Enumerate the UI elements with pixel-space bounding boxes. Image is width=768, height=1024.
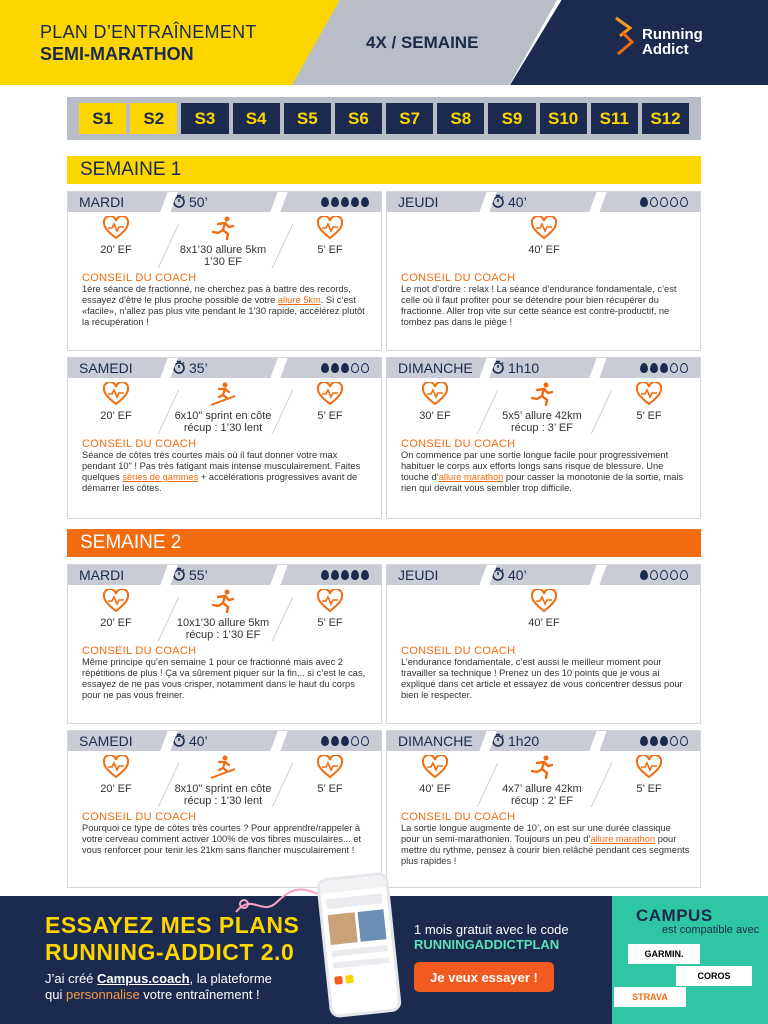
intensity-drop-icon xyxy=(660,363,668,373)
session-step: 40’ EF xyxy=(474,216,614,256)
brand-name: Running Addict xyxy=(642,26,703,58)
session-header xyxy=(68,731,381,751)
plan-title: PLAN D’ENTRAÎNEMENT xyxy=(40,22,257,42)
session-step: 5’ EF xyxy=(260,755,400,795)
session-step: 5x5’ allure 42km récup : 3’ EF xyxy=(472,382,612,434)
intensity-drop-icon xyxy=(660,570,668,580)
coach-advice: Pourquoi ce type de côtes très courtes ? Pour apprendre/rappeler à votre cerveau comment activer 100% de vos fibres musculaires... et vous renforcer pour tenir les 21km sans flancher musculairement ! xyxy=(82,823,362,855)
intensity-drop-icon xyxy=(670,363,678,373)
session-header xyxy=(387,731,700,751)
week-tab-s5[interactable]: S5 xyxy=(284,103,331,134)
session-header xyxy=(387,192,700,212)
intensity-drop-icon xyxy=(331,570,339,580)
intensity-rating xyxy=(321,363,381,373)
session-duration: 40’ xyxy=(487,194,597,211)
session-header xyxy=(68,565,381,585)
intensity-drop-icon xyxy=(670,197,678,207)
intensity-drop-icon xyxy=(351,570,359,580)
intensity-drop-icon xyxy=(640,197,648,207)
intensity-drop-icon xyxy=(670,570,678,580)
week-tab-s2[interactable]: S2 xyxy=(130,103,177,134)
intensity-drop-icon xyxy=(351,736,359,746)
session-duration: 55’ xyxy=(168,567,278,584)
intensity-rating xyxy=(321,736,381,746)
intensity-drop-icon xyxy=(650,570,658,580)
session-step: 8x10" sprint en côte récup : 1’30 lent xyxy=(153,755,293,807)
intensity-rating xyxy=(321,197,381,207)
session-step: 5’ EF xyxy=(260,382,400,422)
session-day: MARDI xyxy=(79,194,125,210)
session-day: SAMEDI xyxy=(79,733,133,749)
strava-badge: STRAVA xyxy=(614,987,686,1007)
runner-icon xyxy=(529,382,555,406)
intensity-drop-icon xyxy=(670,736,678,746)
intensity-drop-icon xyxy=(341,363,349,373)
intensity-drop-icon xyxy=(640,570,648,580)
campus-logo: CAMPUS xyxy=(636,906,713,925)
week-tab-s6[interactable]: S6 xyxy=(335,103,382,134)
session-day: DIMANCHE xyxy=(398,733,473,749)
coach-title: CONSEIL DU COACH xyxy=(401,811,516,823)
session-step: 4x7’ allure 42km récup : 2’ EF xyxy=(472,755,612,807)
intensity-rating xyxy=(640,363,700,373)
intensity-drop-icon xyxy=(680,363,688,373)
intensity-drop-icon xyxy=(640,363,648,373)
intensity-drop-icon xyxy=(321,197,329,207)
session-header xyxy=(68,192,381,212)
intensity-drop-icon xyxy=(680,197,688,207)
intensity-drop-icon xyxy=(640,736,648,746)
runner-icon xyxy=(210,382,236,406)
coach-title: CONSEIL DU COACH xyxy=(82,272,197,284)
session-step: 5’ EF xyxy=(260,589,400,629)
session-duration: 40’ xyxy=(168,733,278,750)
session-day: JEUDI xyxy=(398,567,439,583)
session-day: SAMEDI xyxy=(79,360,133,376)
week-tab-s11[interactable]: S11 xyxy=(591,103,638,134)
campus-compatible-text: est compatible avec xyxy=(662,924,760,936)
week-1-heading: SEMAINE 1 xyxy=(67,156,701,184)
session-card-samedi-w2 xyxy=(67,730,382,888)
session-step: 20’ EF xyxy=(46,382,186,422)
heart-rate-icon xyxy=(317,216,343,240)
intensity-drop-icon xyxy=(361,570,369,580)
intensity-drop-icon xyxy=(361,363,369,373)
session-steps xyxy=(68,585,381,645)
session-step: 40’ EF xyxy=(474,589,614,629)
heart-rate-icon xyxy=(317,755,343,779)
heart-rate-icon xyxy=(636,382,662,406)
session-card-dimanche-w1 xyxy=(386,357,701,519)
session-day: DIMANCHE xyxy=(398,360,473,376)
intensity-drop-icon xyxy=(361,197,369,207)
intensity-drop-icon xyxy=(321,570,329,580)
runner-icon xyxy=(210,216,236,240)
coach-advice: On commence par une sortie longue facile pour progressivement habituer le corps aux efforts longs sans risque de blessure. Une touche d’allure marathon pour casser la monotonie de la sortie, mais rien qui devrait vous sembler trop difficile. xyxy=(401,450,684,493)
session-card-samedi-w1 xyxy=(67,357,382,519)
session-step: 5’ EF xyxy=(579,755,719,795)
heart-rate-icon xyxy=(317,589,343,613)
decorative-ribbon-icon xyxy=(232,882,322,922)
session-step: 20’ EF xyxy=(46,755,186,795)
coach-advice: La sortie longue augmente de 10’, on est sur une durée classique pour un semi-marathonien. Toujours un peu d’allure marathon pour mettre du rythme, pensez à courir bien relâché pendant ces segments plus rapides ! xyxy=(401,823,690,866)
coach-title: CONSEIL DU COACH xyxy=(401,438,516,450)
intensity-drop-icon xyxy=(660,736,668,746)
intensity-drop-icon xyxy=(650,363,658,373)
promo-code: RUNNINGADDICTPLAN xyxy=(414,937,560,952)
intensity-drop-icon xyxy=(321,363,329,373)
week-tab-s4[interactable]: S4 xyxy=(233,103,280,134)
running-addict-logo-icon xyxy=(612,16,636,58)
session-duration: 50’ xyxy=(168,194,278,211)
session-step: 40’ EF xyxy=(365,755,505,795)
heart-rate-icon xyxy=(531,216,557,240)
week-tab-s8[interactable]: S8 xyxy=(437,103,484,134)
session-steps xyxy=(68,212,381,272)
runner-icon xyxy=(210,755,236,779)
intensity-drop-icon xyxy=(361,736,369,746)
session-day: MARDI xyxy=(79,567,125,583)
heart-rate-icon xyxy=(103,382,129,406)
week-tab-s9[interactable]: S9 xyxy=(488,103,535,134)
campus-link[interactable]: Campus.coach xyxy=(97,971,190,986)
session-step: 5’ EF xyxy=(579,382,719,422)
session-header xyxy=(68,358,381,378)
intensity-drop-icon xyxy=(341,736,349,746)
runner-icon xyxy=(529,755,555,779)
promo-title-2: RUNNING-ADDICT 2.0 xyxy=(45,939,295,965)
session-duration: 1h10 xyxy=(487,360,597,377)
session-steps xyxy=(387,212,700,272)
coach-advice: Séance de côtes très courtes mais où il faut donner votre max pendant 10" ! Pas très fatigant mais intense musculairement. Faites quelques séries de gammes + accélérations progressives avant de démarrer les côtes. xyxy=(82,450,361,493)
session-steps xyxy=(387,585,700,645)
session-header xyxy=(387,358,700,378)
intensity-rating xyxy=(640,197,700,207)
garmin-badge: GARMIN. xyxy=(628,944,700,964)
session-card-jeudi-w1 xyxy=(386,191,701,351)
intensity-rating xyxy=(640,570,700,580)
session-step: 10x1’30 allure 5km récup : 1’30 EF xyxy=(153,589,293,641)
intensity-drop-icon xyxy=(331,363,339,373)
intensity-drop-icon xyxy=(341,197,349,207)
coach-advice: L’endurance fondamentale, c’est aussi le meilleur moment pour travailler sa technique ! Prenez un des 10 points que je vous ai expliqué dans cet article et essayez de vous concentrer dessus pour bien le respecter. xyxy=(401,657,683,700)
plan-frequency: 4X / SEMAINE xyxy=(366,33,479,52)
intensity-rating xyxy=(640,736,700,746)
coach-title: CONSEIL DU COACH xyxy=(82,438,197,450)
week-tab-s3[interactable]: S3 xyxy=(181,103,228,134)
intensity-rating xyxy=(321,570,381,580)
coach-advice: Le mot d’ordre : relax ! La séance d’endurance fondamentale, c’est celle où il faut profiter pour se détendre pour bien récupérer du fractionné. Aller trop vite sur cette séance est contre-productif, ne tombez pas dans le piège ! xyxy=(401,284,677,327)
plan-subtitle: SEMI-MARATHON xyxy=(40,44,194,64)
session-duration: 35’ xyxy=(168,360,278,377)
coach-title: CONSEIL DU COACH xyxy=(401,272,516,284)
session-step: 6x10" sprint en côte récup : 1’30 lent xyxy=(153,382,293,434)
coach-advice: 1ère séance de fractionné, ne cherchez pas à battre des records, essayez d’être le plus proche possible de votre allure 5km. Si c’est «facile», n’allez pas plus vite pendant le 1’30 rapide, accélérez plutôt la récupération ! xyxy=(82,284,365,327)
coros-badge: COROS xyxy=(676,966,752,986)
intensity-drop-icon xyxy=(351,363,359,373)
promo-title: ESSAYEZ MES PLANS xyxy=(45,912,300,938)
session-card-mardi-w2 xyxy=(67,564,382,724)
coach-title: CONSEIL DU COACH xyxy=(82,811,197,823)
session-step: 20’ EF xyxy=(46,589,186,629)
promo-description-2: qui personnalise votre entraînement ! xyxy=(45,987,260,1002)
runner-icon xyxy=(210,589,236,613)
intensity-drop-icon xyxy=(321,736,329,746)
session-card-jeudi-w2 xyxy=(386,564,701,724)
intensity-drop-icon xyxy=(650,197,658,207)
heart-rate-icon xyxy=(422,755,448,779)
session-steps xyxy=(387,751,700,811)
heart-rate-icon xyxy=(422,382,448,406)
session-day: JEUDI xyxy=(398,194,439,210)
intensity-drop-icon xyxy=(660,197,668,207)
heart-rate-icon xyxy=(103,216,129,240)
session-duration: 1h20 xyxy=(487,733,597,750)
session-duration: 40’ xyxy=(487,567,597,584)
intensity-drop-icon xyxy=(331,736,339,746)
session-card-mardi-w1 xyxy=(67,191,382,351)
heart-rate-icon xyxy=(317,382,343,406)
coach-advice: Même principe qu’en semaine 1 pour ce fractionné mais avec 2 répétitions de plus ! Ça va sûrement piquer sur la fin... si c’est le cas, essayez de ne pas vous crisper, notamment dans le haut du corps pour ne pas vous freiner. xyxy=(82,657,366,700)
coach-title: CONSEIL DU COACH xyxy=(82,645,197,657)
week-tabs xyxy=(67,97,701,140)
session-steps xyxy=(68,751,381,811)
heart-rate-icon xyxy=(636,755,662,779)
try-now-button[interactable]: Je veux essayer ! xyxy=(414,962,554,992)
heart-rate-icon xyxy=(103,755,129,779)
week-2-heading: SEMAINE 2 xyxy=(67,529,701,557)
intensity-drop-icon xyxy=(650,736,658,746)
session-step: 30’ EF xyxy=(365,382,505,422)
promo-offer-text: 1 mois gratuit avec le code xyxy=(414,922,569,937)
intensity-drop-icon xyxy=(680,736,688,746)
session-header xyxy=(387,565,700,585)
week-tab-s12[interactable]: S12 xyxy=(642,103,689,134)
session-card-dimanche-w2 xyxy=(386,730,701,888)
week-tab-s10[interactable]: S10 xyxy=(540,103,587,134)
coach-title: CONSEIL DU COACH xyxy=(401,645,516,657)
heart-rate-icon xyxy=(103,589,129,613)
intensity-drop-icon xyxy=(680,570,688,580)
promo-description: J’ai créé Campus.coach, la plateforme xyxy=(45,971,272,986)
intensity-drop-icon xyxy=(331,197,339,207)
session-step: 8x1’30 allure 5km 1’30 EF xyxy=(153,216,293,268)
session-steps xyxy=(387,378,700,438)
session-step: 5’ EF xyxy=(260,216,400,256)
intensity-drop-icon xyxy=(351,197,359,207)
week-tab-s1[interactable]: S1 xyxy=(79,103,126,134)
week-tab-s7[interactable]: S7 xyxy=(386,103,433,134)
phone-mockup xyxy=(316,872,402,1019)
intensity-drop-icon xyxy=(341,570,349,580)
session-step: 20’ EF xyxy=(46,216,186,256)
session-steps xyxy=(68,378,381,438)
heart-rate-icon xyxy=(531,589,557,613)
